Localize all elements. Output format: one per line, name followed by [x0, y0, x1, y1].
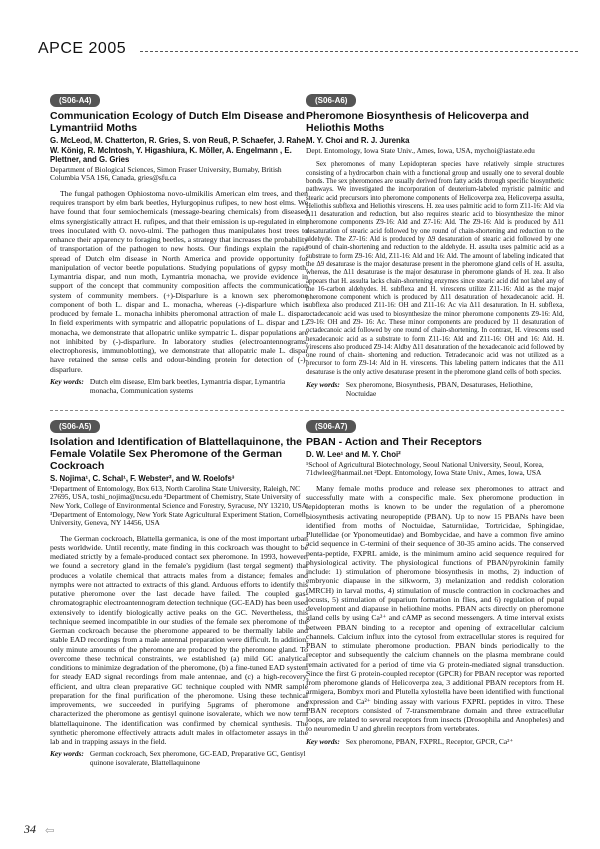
keywords-label: Key words: [306, 736, 340, 746]
abstract-keywords [50, 378, 308, 396]
keywords-label: Key words: [50, 376, 84, 386]
keywords-text: Sex pheromone, PBAN, FXPRL, Receptor, GPCR, Ca²⁺ [345, 736, 514, 746]
abstract-s06-a7 [306, 420, 564, 746]
abstract-keywords [306, 381, 564, 399]
abstract-affiliation: Dept. Entomology, Iowa State Univ., Ames, Iowa, USA, mychoi@iastate.edu [306, 145, 535, 155]
abstract-keywords [50, 750, 308, 768]
keywords-text: German cockroach, Sex pheromone, GC-EAD, Preparative GC, Gentisyl quinone isovalerate, Blattellaquinone [89, 749, 306, 768]
page-arrow-icon: ⇦ [45, 825, 55, 837]
abstract-body: The fungal pathogen Ophiostoma novo-ulmikilis American elm trees, and then requires transport by elm bark beetles, Hylurgopinus rufipes, to new host elms. We have found that four semiochemicals (message-bearing chemicals) from diseased elms synergistically attract H. rufipes, and that their emission is up-regulated in elm trees inoculated with O. novo-ulmi. The pathogen thus manipulates host trees to enhance their apparency to foraging beetles, a strategy that increases the probability of transportation of the pathogen to new hosts. Our findings explain the rapid spread of Dutch elm disease in North America and provide opportunity for manipulation of vector beetle populations. Studying populations of gypsy moth, Lymantria dispar, and nun moth, Lymantria monacha, we provide evidence in support of the concept that community composition affects the communication system of community members. (+)-Disparlure is a known sex pheromone component of both L. dispar and L. monacha, whereas (-)-disparlure which is produced by female L. monacha inhibits pheromonal attraction of male L. dispar. In field experiments with sympatric and allopatric populations of L. dispar and L. monacha, we demonstrate that allopatric unlike sympatric L. dispar populations are not inhibited by (-)-disparlure. In laboratory studies (electroantennograms, electrophoresis, immunoblotting), we demonstrate that allopatric male L. dispar have retained the sense cells and odour-binding protein for detection of (-)-disparlure. [50, 188, 308, 374]
abstract-tag: (S06-A6) [306, 94, 356, 107]
section-divider [306, 410, 564, 411]
abstract-s06-a4 [50, 94, 308, 396]
abstract-tag: (S06-A5) [50, 420, 100, 433]
abstract-title: Pheromone Biosynthesis of Helicoverpa and Heliothis Moths [306, 110, 529, 135]
abstract-title: Isolation and Identification of Blattellaquinone, the Female Volatile Sex Pheromone of the German Cockroach [50, 436, 303, 473]
running-header [0, 0, 600, 72]
keywords-text: Sex pheromone, Biosynthesis, PBAN, Desaturases, Heliothine, Noctuidae [345, 380, 533, 398]
abstract-authors: D. W. Lee¹ and M. Y. Choi² [306, 450, 401, 460]
abstract-body: Sex pheromones of many Lepidopteran species have relatively simple structures consisting of a hydrocarbon chain with a functional group and usually one to several double bonds. The sex pheromones are usually derived from fatty acids through specific biosynthetic pathways. We investigated the incorporation of deuterium-labeled myristic palmitic and stearic acid precursors into pheromone components of Helicoverpa zea, Helicoverpa assulta, Heliothis subflexa and Heliothis virescens. H. zea uses palmitic acid to form Z11-16: Ald via Δ11 desaturation and reduction, but also requires stearic acid to biosynthesize the minor pheromone components Z9-16: Ald and Z7-16: Ald. The Z9-16: Ald is produced by Δ11 desaturation of stearic acid followed by one round of chain-shortening and reduction to the aldehyde. The Z7-16: Ald is produced by Δ9 desaturation of stearic acid followed by one round of chain-shortening and reduction to the aldehyde. H. assulta uses palmitic acid as a substrate to form Z9-16: Ald, Z11-16: Ald and 16: Ald. The amount of labeling indicated that the Δ9 desaturase is the major desaturase present in the pheromone gland cells of H. assulta, whereas, the Δ11 desaturase is the major desaturase in pheromone glands of H. zea. It also appears that H. assulta lacks chain-shortening enzymes since stearic acid did not label any of the 16-carbon aldehydes. H. subflexa and H. virescens utilize Z11-16: Ald as the major pheromone component which is produced by Δ11 desaturation of hexadecanoic acid. H. subflexa also produced Z11-16: OH and Z11-16: Ac via Δ11 desaturation. In H. subflexa, octadecanoic acid was used to biosynthesize the minor pheromone components Z9-16: Ald, Z9-16: OH and Z9- 16: Ac. These minor components are produced by 11 desaturation of octadecanoic acid followed by one round of chain-shortening. In contrast, H. virescens used hexadecanoic acid as a substrate to form Z11-16: Ald and Z11-16: OH and 16: Ald. H. virescens also produced Z9-14: Aldby Δ11 desaturation of the hexadecanoic acid followed by one round of chain- shortening and reduction. Tetradecanoic acid was not utilized as a precursor to form Z9-14: Ald in H. virescens. This labeling pattern indicates that the Δ11 desaturase is the only active desaturase present in the pheromone gland cells of both species. [306, 161, 565, 376]
keywords-text: Dutch elm disease, Elm bark beetles, Lymantria dispar, Lymantria monacha, Communication systems [89, 376, 286, 395]
abstract-s06-a6 [306, 94, 564, 399]
abstract-body: Many female moths produce and release sex pheromones to attract and successfully mate with a conspecific male. Sex pheromone production in lepidopteran moths is known to be under the regulation of a pheromone biosynthesis activating neuropeptide (PBAN). Up to now 15 PBANs have been identified from moths of Noctuidae, Saturniidae, Tortricidae, Sphingidae, Plutellidae (or Yponomeutidae) and Bombycidae, and have a common five amino acid sequence in C-termini of their sequence of 30-35 amino acids. The conserved penta-peptide, FXPRL amide, is the minimum amino acid sequence required for physiological activity. The physiological functions of PBAN/pyrokinin family include: 1) stimulation of pheromone biosynthesis in moths, 2) induction of embryonic diapause in the silkworm, 3) melanization and reddish coloration (MRCH) in larval moths, 4) stimulation of muscle contraction in cockroaches and locusts, 5) stimulation of puparium formation in flies, and 6) regulation of pupal development and diapause in heliothine moths. PBAN acts directly on pheromone gland cells by using Ca²⁺ and cAMP as second messengers. A time interval exists between PBAN binding to a receptor and opening of extracellular calcium channels. Calcium influx into the cytosol from extracellular stores is required for PBAN to stimulate pheromone production. PBAN binds periodically to the receptor and subsequently the calcium channels on the plasma membrane could remain activated for a period of time via G protein-mediated signal transduction. Since the first G protein-coupled receptor (GPCR) for PBAN receptor was reported from pheromone glands of Helicoverpa zea, 3 additional PBAN receptors from H. armigera, Bombyx mori and Plutella xylostella have been identified with functional expression and Ca²⁺ binding assay with various FXPRL peptides in vitro. These PBAN receptors consisted of 7-transmembrane domain and three extracellular loops, are related to several receptors from insects (Drosophila and Anopheles) and to neuromedin U and ghrelin receptors from vertebrates. [306, 483, 564, 734]
abstract-s06-a5 [50, 420, 308, 768]
abstract-authors: S. Nojima¹, C. Schal¹, F. Webster², and W. Roelofs³ [50, 474, 235, 484]
keywords-label: Key words: [306, 380, 340, 390]
abstract-affiliation: ¹Department of Entomology, Box 613, North Carolina State University, Raleigh, NC 27695, USA, toshi_nojima@ncsu.edu ²Department of Chemistry, State University of New York, College of Environmental Science and Forestry, Syracuse, NY 13210, USA ³Department of Entomology, New York State Agricultural Experiment Station, Cornell University, Geneva, NY 14456, USA [50, 483, 307, 528]
page-number: 34 [24, 822, 36, 836]
header-rule [140, 51, 578, 52]
abstract-title: PBAN - Action and Their Receptors [306, 436, 482, 449]
abstract-affiliation: Department of Biological Sciences, Simon Fraser University, Burnaby, British Columbia V5A 1S6, Canada, gries@sfu.ca [50, 164, 282, 183]
abstract-tag: (S06-A4) [50, 94, 100, 107]
abstract-authors: M. Y. Choi and R. J. Jurenka [306, 136, 410, 146]
section-divider [50, 410, 308, 411]
keywords-label: Key words: [50, 749, 84, 759]
abstract-authors: G. McLeod, M. Chatterton, R. Gries, S. von Reuß, P. Schaefer, J. Rahe, W. König, R. McIntosh, Y. Higashiura, K. Möller, A. Engelmann , E. Plettner, and G. Gries [50, 136, 308, 165]
abstract-body: The German cockroach, Blattella germanica, is one of the most important urban pests worldwide. Until recently, mate finding in this cockroach was thought to be mediated strictly by a female-produced contact sex pheromone. In 1993, however, we found a secretory gland in the female's pygidium (last tergal segment) that produces a volatile chemical that attracts males from a distance; females and nymphs were not attracted to extracts of this gland. Arduous efforts to identify this putative pheromone over the last decade have failed. The coupled gas-chromatographic electroantennogram detection technique (GC-EAD) has been used extensively to identify biologically active peaks on the GC. Nevertheless, this technique seemed incompatible in our studies of the female sex pheromone of the German cockroach because the pheromone appeared to be thermally labile and stable EAD recordings from a male antennal preparation were difficult. In addition, only minute amounts of the pheromone are produced by the pheromone gland. To overcome these technical constraints, we established (a) mild GC analytical conditions to minimize degradation of the pheromone, (b) a fine-tuned EAD system for steady EAD signal recordings from male antennae, and (c) a high-recovery, efficient, and ultra clean preparative GC technique coupled with NMR sample preparation for the final purification of the pheromone. Using these technical improvements, we succeeded in purifying 5μgrams of pheromone and characterized the pheromone as gentisyl quinone isovalerate, which we now term blattellaquinone. The identification was confirmed by chemical synthesis. The synthetic pheromone effectively attracts adult males in olfactometer assays in the lab and in trapping assays in the field. [50, 533, 308, 747]
abstract-affiliation: ¹School of Agricultural Biotechnology, Seoul National University, Seoul, Korea, 71dwlee@hanmail.net ²Dept. Entomology, Iowa State Univ., Ames, Iowa, USA [306, 459, 544, 478]
abstract-title: Communication Ecology of Dutch Elm Disease and Lymantriid Moths [50, 110, 305, 135]
abstract-keywords [306, 738, 564, 747]
header-title: APCE 2005 [38, 40, 127, 57]
abstract-tag: (S06-A7) [306, 420, 356, 433]
